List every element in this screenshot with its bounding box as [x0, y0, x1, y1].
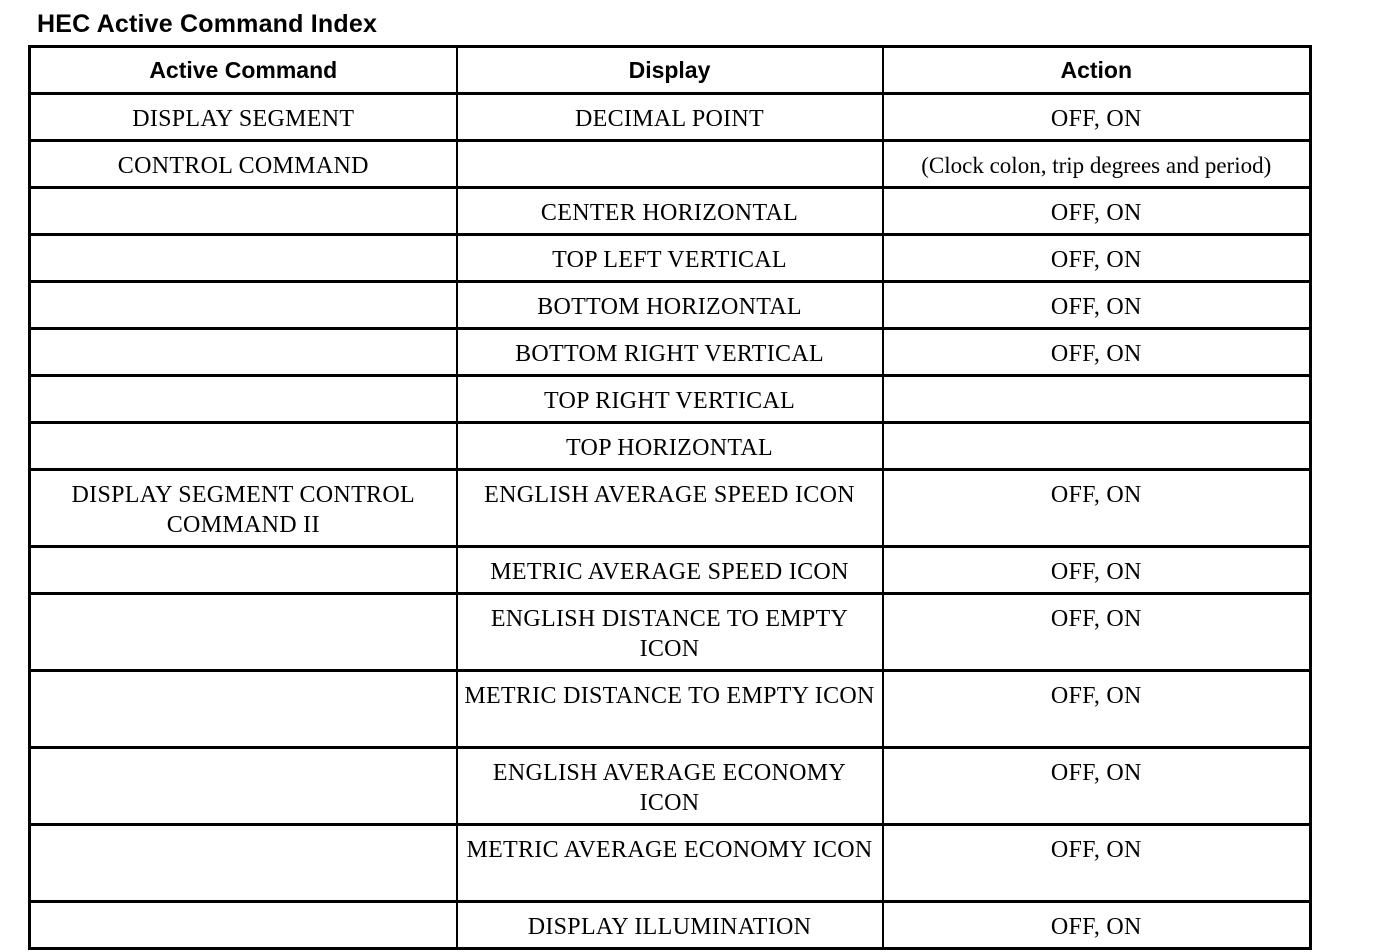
cell-action: OFF, ON — [883, 235, 1311, 282]
cell-active-command: DISPLAY SEGMENT CONTROL COMMAND II — [30, 470, 457, 547]
cell-display: DISPLAY ILLUMINATION — [457, 902, 883, 949]
table-row — [30, 141, 1311, 188]
cell-action — [883, 376, 1311, 423]
cell-display: METRIC DISTANCE TO EMPTY ICON — [457, 671, 883, 748]
cell-display: TOP RIGHT VERTICAL — [457, 376, 883, 423]
table-row — [30, 825, 1311, 902]
cell-active-command — [30, 902, 457, 949]
table-header-row — [30, 47, 1311, 94]
cell-active-command — [30, 671, 457, 748]
table-row — [30, 748, 1311, 825]
table-row — [30, 376, 1311, 423]
cell-active-command — [30, 282, 457, 329]
cell-display: METRIC AVERAGE SPEED ICON — [457, 547, 883, 594]
cell-active-command — [30, 329, 457, 376]
table-row — [30, 94, 1311, 141]
cell-display: CENTER HORIZONTAL — [457, 188, 883, 235]
cell-active-command — [30, 235, 457, 282]
table-row — [30, 188, 1311, 235]
cell-active-command — [30, 376, 457, 423]
cell-action — [883, 423, 1311, 470]
cell-action: OFF, ON — [883, 188, 1311, 235]
cell-display: ENGLISH DISTANCE TO EMPTY ICON — [457, 594, 883, 671]
table-row — [30, 547, 1311, 594]
cell-active-command — [30, 188, 457, 235]
table-row — [30, 470, 1311, 547]
cell-display: ENGLISH AVERAGE SPEED ICON — [457, 470, 883, 547]
table-row — [30, 329, 1311, 376]
cell-active-command: DISPLAY SEGMENT — [30, 94, 457, 141]
cell-display: TOP HORIZONTAL — [457, 423, 883, 470]
cell-active-command: CONTROL COMMAND — [30, 141, 457, 188]
table-row — [30, 423, 1311, 470]
table-row — [30, 902, 1311, 949]
cell-action: OFF, ON — [883, 748, 1311, 825]
cell-action: OFF, ON — [883, 329, 1311, 376]
cell-action: OFF, ON — [883, 94, 1311, 141]
table-row — [30, 671, 1311, 748]
column-header-action: Action — [883, 47, 1311, 94]
cell-action: OFF, ON — [883, 902, 1311, 949]
cell-display: TOP LEFT VERTICAL — [457, 235, 883, 282]
cell-display: BOTTOM HORIZONTAL — [457, 282, 883, 329]
table-row — [30, 594, 1311, 671]
cell-action: OFF, ON — [883, 547, 1311, 594]
cell-active-command — [30, 748, 457, 825]
cell-active-command — [30, 594, 457, 671]
cell-display: DECIMAL POINT — [457, 94, 883, 141]
cell-display — [457, 141, 883, 188]
document-title: HEC Active Command Index — [37, 10, 378, 38]
column-header-display: Display — [457, 47, 883, 94]
cell-active-command — [30, 825, 457, 902]
cell-action: OFF, ON — [883, 282, 1311, 329]
table-row — [30, 282, 1311, 329]
cell-active-command — [30, 423, 457, 470]
cell-display: BOTTOM RIGHT VERTICAL — [457, 329, 883, 376]
column-header-active-command: Active Command — [30, 47, 457, 94]
cell-action: (Clock colon, trip degrees and period) — [883, 141, 1311, 188]
cell-active-command — [30, 547, 457, 594]
cell-action: OFF, ON — [883, 470, 1311, 547]
command-index-table — [28, 45, 1312, 950]
cell-action: OFF, ON — [883, 594, 1311, 671]
cell-action: OFF, ON — [883, 825, 1311, 902]
cell-action: OFF, ON — [883, 671, 1311, 748]
cell-display: METRIC AVERAGE ECONOMY ICON — [457, 825, 883, 902]
cell-display: ENGLISH AVERAGE ECONOMY ICON — [457, 748, 883, 825]
table-row — [30, 235, 1311, 282]
